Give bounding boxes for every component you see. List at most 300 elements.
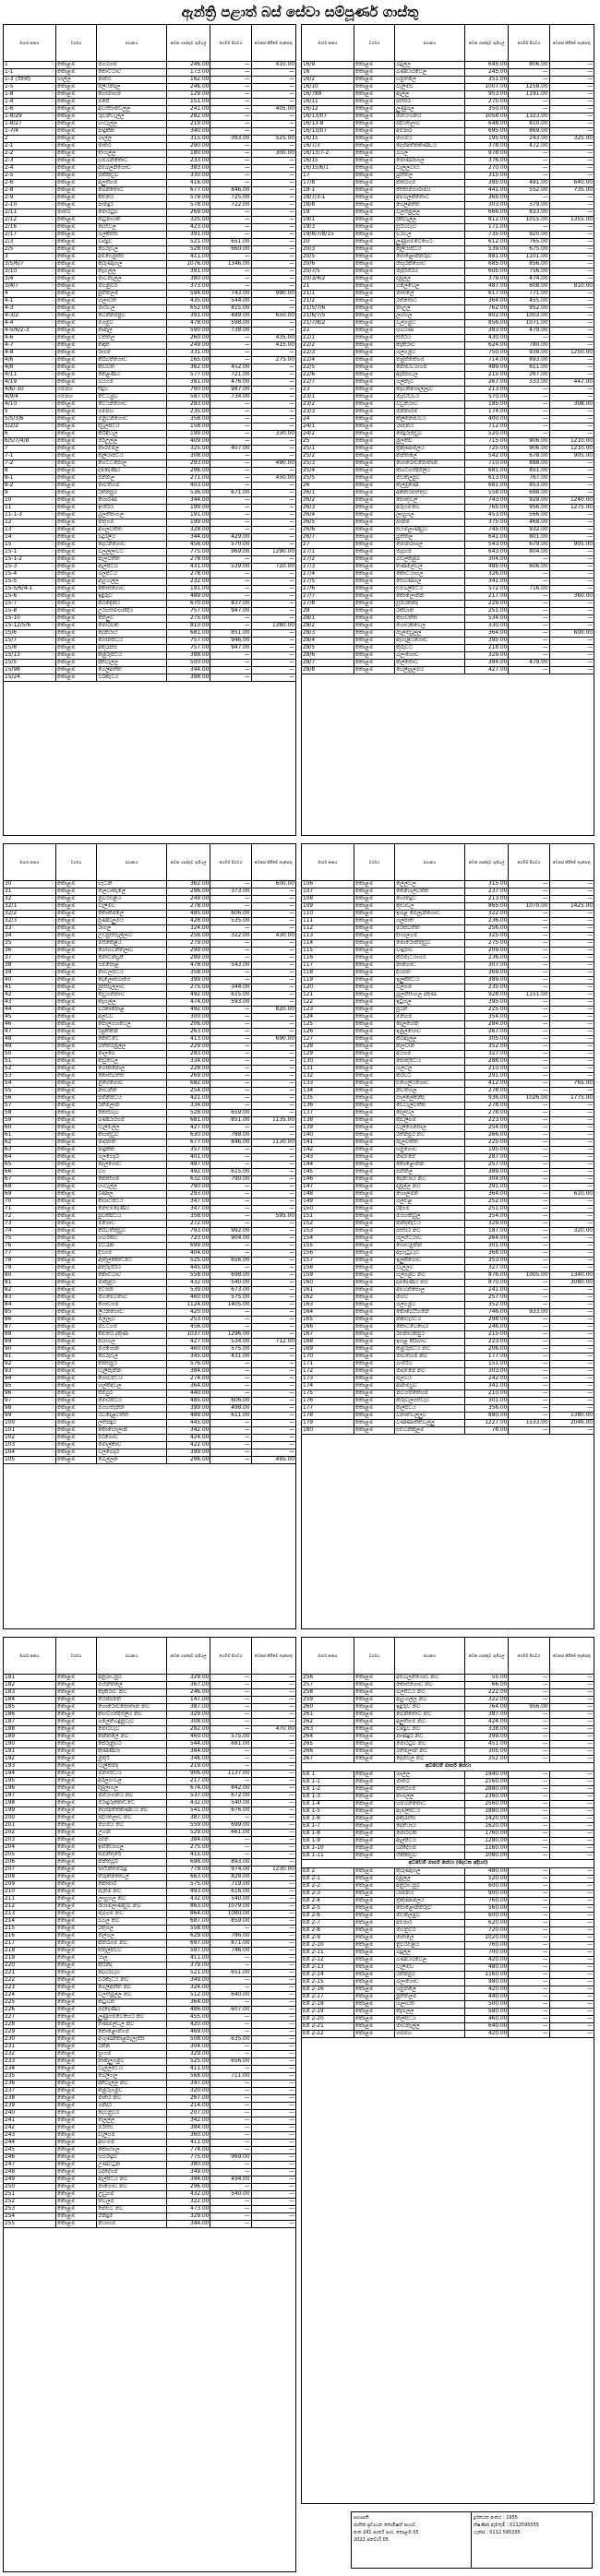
fare-value: 329.00 (167, 2213, 210, 2220)
route-code: EX 2-7 (302, 1920, 354, 1926)
destination: රාගම (97, 350, 167, 356)
route-type: කොළඹ (56, 460, 97, 467)
fare-value: 775.00 (167, 2154, 210, 2161)
route-type: කොළඹ (354, 1066, 395, 1072)
route-type: කොළඹ (354, 313, 395, 319)
route-type: කොළඹ (56, 1413, 97, 1419)
deposit-value: — (587, 962, 593, 968)
payment-value: — (509, 918, 549, 924)
payment-value: — (509, 1986, 549, 1993)
payment-value: — (210, 2066, 251, 2072)
fare-value: 670.00 (167, 601, 210, 607)
route-code: 178 (302, 1413, 354, 1419)
deposit-value: — (289, 91, 294, 97)
destination: රුවන්වැල්ල (97, 113, 167, 120)
deposit-value: 905.00 (573, 453, 593, 459)
route-code: 93 (4, 1368, 56, 1375)
route-type: කොළඹ (56, 933, 97, 939)
fare-value: 384.00 (167, 1748, 210, 1755)
fare-value: 620.00 (465, 1920, 509, 1926)
fare-value: 775.00 (167, 549, 210, 555)
destination: වීරකැටිය නව (97, 1977, 167, 1984)
route-code: 255 (4, 2221, 56, 2227)
destination: රන්න (97, 2044, 167, 2050)
route-type: කොළඹ (56, 475, 97, 482)
fare-value: 2160.00 (465, 1779, 509, 1785)
deposit-value: — (587, 608, 593, 614)
table-row (302, 387, 594, 394)
table-row (4, 254, 295, 261)
deposit-value: — (587, 372, 593, 377)
fare-value: 327.00 (465, 1265, 509, 1271)
deposit-value: — (587, 1986, 593, 1992)
route-type: කොළඹ (56, 2169, 97, 2176)
fare-value: 340.00 (167, 128, 210, 135)
route-type: කොළඹ (56, 121, 97, 127)
deposit-value: — (587, 1058, 593, 1064)
deposit-value: — (587, 2023, 593, 2029)
destination: බෙල්ලන (97, 1457, 167, 1463)
deposit-value: 405.00 (275, 106, 294, 112)
destination: දෙහිවල නව (395, 1756, 465, 1762)
route-code: 15 (4, 542, 56, 548)
destination: බෙන්තොට නව (395, 1711, 465, 1718)
payment-value: — (509, 1213, 549, 1220)
route-type: කොළඹ (56, 1741, 97, 1747)
table-row (302, 364, 594, 372)
destination: කිරිඇල්ල (395, 1036, 465, 1043)
deposit-value: — (289, 2073, 294, 2079)
payment-value: — (210, 1719, 251, 1725)
destination: ඇතුල්කෝට්ටේ (97, 1258, 167, 1264)
payment-value: — (509, 1258, 549, 1264)
destination: වරකාපොළ (97, 1007, 167, 1013)
table-row (4, 1110, 295, 1117)
destination: හංවැල්ල (97, 121, 167, 127)
table-row (302, 1354, 594, 1361)
table-row (302, 1294, 594, 1302)
route-code: 32/3 (4, 918, 56, 924)
route-type: කොළඹ (56, 1711, 97, 1718)
route-code: 28/5 (302, 645, 354, 651)
table-row (4, 1719, 295, 1726)
deposit-value: — (289, 925, 294, 931)
payment-value: 946.00 (210, 638, 251, 644)
fare-value: 453.00 (465, 512, 509, 519)
deposit-value: — (587, 1942, 593, 1948)
route-type: කොළඹ (56, 1771, 97, 1777)
fare-value: 500.00 (167, 660, 210, 666)
fare-value: 605.00 (465, 268, 509, 275)
route-type: කොළඹ (354, 128, 395, 135)
deposit-value: — (289, 416, 294, 422)
route-code: 146 (302, 1176, 354, 1183)
destination: ලුණුගම්වෙහෙර (395, 239, 465, 245)
route-type: කොළඹ (56, 1807, 97, 1814)
destination: මාවතගම නව (395, 1354, 465, 1360)
route-type: කොළඹ (354, 1235, 395, 1242)
table-row (302, 232, 594, 239)
fare-value: 624.00 (465, 342, 509, 349)
destination: මිල්ලෑව (97, 1317, 167, 1323)
fare-value: 1160.00 (465, 1972, 509, 1978)
deposit-value: — (289, 1390, 294, 1396)
fare-value: 416.00 (167, 180, 210, 186)
deposit-value: — (587, 1162, 593, 1167)
destination: අහුංගල්ල නව (395, 1697, 465, 1703)
destination: දොලහේන (395, 1021, 465, 1028)
destination: බියගම (97, 379, 167, 386)
deposit-value: — (587, 298, 593, 304)
deposit-value: — (289, 305, 294, 311)
payment-value: — (210, 1162, 251, 1168)
route-code: 208 (4, 1874, 56, 1880)
destination: පොළොන්නරුව (395, 254, 465, 260)
fare-value: 330.00 (167, 173, 210, 179)
route-code: 16/12 (302, 106, 354, 113)
fare-value: 389.00 (465, 1169, 509, 1175)
payment-value: 476.00 (210, 379, 251, 386)
table-row (302, 453, 594, 460)
deposit-value: — (587, 1794, 593, 1799)
column-header: ස්ථානය (395, 1638, 465, 1674)
route-code: 1-4 (4, 99, 56, 105)
destination: මුතූර් (97, 1756, 167, 1762)
route-type: කොළඹ (56, 1036, 97, 1043)
payment-value: — (509, 881, 549, 888)
fare-value: 812.00 (465, 217, 509, 223)
route-type: කොළඹ (56, 1955, 97, 1962)
fare-value: 344.00 (167, 2221, 210, 2227)
fare-value: 217.00 (167, 1778, 210, 1784)
table-row (4, 1748, 295, 1756)
deposit-value: — (587, 1036, 593, 1042)
route-code: EX 2-11 (302, 1950, 354, 1956)
fare-value: 802.00 (465, 313, 509, 319)
route-code: 41 (4, 984, 56, 991)
table-row (302, 1339, 594, 1346)
route-code: 210 (4, 1889, 56, 1895)
route-code: 21/1 (302, 291, 354, 297)
destination: ඇල්ල (395, 91, 465, 98)
deposit-value: — (289, 328, 294, 333)
deposit-value: 600.00 (573, 630, 593, 636)
destination: කොලොන්න (395, 593, 465, 600)
route-code: 64 (4, 1154, 56, 1161)
route-type: කොළඹ (354, 1162, 395, 1168)
fare-value: 362.00 (167, 881, 210, 888)
footer-contact-box (351, 2511, 593, 2569)
route-code: EX 1-5 (302, 1808, 354, 1815)
destination: වාදුරාව (395, 948, 465, 954)
fare-value: 594.00 (167, 291, 210, 297)
route-type: කොළඹ (354, 1689, 395, 1696)
fare-value: 329.00 (167, 1675, 210, 1681)
payment-value: — (509, 1853, 549, 1859)
route-type: කොළඹ (354, 512, 395, 519)
fare-value: 432.00 (167, 1896, 210, 1902)
destination: වැලිමඩ (395, 84, 465, 90)
payment-value: — (509, 1905, 549, 1912)
fare-value: 1124.00 (167, 1302, 210, 1308)
fare-value: 213.00 (465, 896, 509, 902)
column-header: ගෙවීම් පියවර (210, 25, 251, 61)
route-code: 1-1 (4, 69, 56, 76)
route-code: 166 (302, 1324, 354, 1330)
payment-value: — (210, 2014, 251, 2021)
table-row (4, 1682, 295, 1689)
route-type: කොළඹ (56, 888, 97, 895)
fare-value: 487.00 (167, 1162, 210, 1168)
table-row (4, 335, 295, 342)
destination: නාඋල (395, 305, 465, 312)
deposit-value: — (289, 1948, 294, 1953)
route-code: 264 (302, 1734, 354, 1740)
fare-value: 528.00 (167, 1110, 210, 1116)
destination: පරගොඩ (97, 1435, 167, 1441)
deposit-value: — (289, 556, 294, 562)
destination: කෝට්ටේ (97, 1036, 167, 1043)
route-type: කොළඹ (56, 2014, 97, 2021)
payment-value: 1080.00 (210, 1911, 251, 1917)
table-row (302, 165, 594, 173)
destination: අංගුණකොළපැලැස්ස (97, 2036, 167, 2043)
route-type: කොළඹ (56, 2154, 97, 2161)
fare-value: 422.00 (167, 1442, 210, 1449)
payment-value: — (210, 1442, 251, 1449)
deposit-value: — (587, 232, 593, 237)
destination: ඇල්පිටිය (97, 564, 167, 570)
fare-value: 249.00 (167, 896, 210, 902)
route-code: EX 2-22 (302, 2031, 354, 2037)
payment-value: 373.00 (210, 888, 251, 895)
fare-value: 327.00 (465, 1051, 509, 1057)
destination: මහියංගනය නව (97, 1793, 167, 1799)
deposit-value: — (587, 1831, 593, 1836)
route-code: 221 (4, 1970, 56, 1976)
fare-value: 757.00 (167, 608, 210, 614)
destination: ගෝනපිටිය (97, 638, 167, 644)
fare-value: 275.00 (465, 940, 509, 947)
payment-value: — (509, 1883, 549, 1890)
table-row (4, 1243, 295, 1250)
table-row (302, 1927, 594, 1935)
deposit-value: — (587, 305, 593, 311)
table-row (4, 2095, 295, 2103)
deposit-value: — (289, 468, 294, 473)
table-row (4, 2199, 295, 2206)
destination: පාල්ලේකන්ද (395, 1095, 465, 1102)
table-row (302, 1704, 594, 1711)
destination: වැලිපැන්න (97, 1368, 167, 1375)
fare-value: 544.00 (167, 1741, 210, 1747)
route-code: 1-8/29 (4, 113, 56, 120)
payment-value: 893.00 (210, 1859, 251, 1866)
deposit-value: — (289, 401, 294, 407)
destination: වාද්දුව (97, 239, 167, 245)
route-code: 196 (4, 1785, 56, 1792)
payment-value: — (509, 1147, 549, 1153)
destination: කඳාන (97, 342, 167, 349)
route-type: කොළඹ (56, 2066, 97, 2072)
fare-value: 500.00 (465, 2001, 509, 2008)
route-type: කොළඹ (354, 187, 395, 194)
route-code: 27/3 (302, 564, 354, 570)
destination: කෑගල්ල (395, 2009, 465, 2015)
column-header: වෙනස් කිරීමේ තැන්පතු (552, 1653, 591, 1658)
route-code: EX 2-14 (302, 1972, 354, 1978)
route-code: 2/17 (4, 232, 56, 238)
table-row (4, 1162, 295, 1169)
destination: උහන (97, 1830, 167, 1836)
route-type: කොළඹ (56, 2029, 97, 2035)
deposit-value: 1135.00 (271, 1117, 294, 1123)
deposit-value: — (587, 1771, 593, 1777)
route-code: 49 (4, 1044, 56, 1050)
destination: මාතර (97, 143, 167, 149)
fare-value: 411.00 (167, 1955, 210, 1962)
deposit-value: — (587, 948, 593, 953)
fare-value: 575.00 (167, 1881, 210, 1888)
payment-value: — (509, 1734, 549, 1740)
route-code: 5/2/2 (4, 423, 56, 430)
fare-value: 600.00 (465, 1913, 509, 1919)
route-type: කොළඹ (56, 667, 97, 674)
route-type: කොළඹ (56, 224, 97, 231)
destination: වාද්දුව නව (395, 1726, 465, 1733)
route-code: 128 (302, 1044, 354, 1050)
destination: මග්ගොන (97, 1346, 167, 1353)
fare-value: 743.00 (465, 497, 509, 504)
route-type: කොළඹ (56, 1213, 97, 1220)
fare-value: 379.00 (167, 1962, 210, 1969)
fare-value: 746.00 (465, 1309, 509, 1316)
deposit-value: — (289, 1383, 294, 1389)
deposit-value: — (289, 903, 294, 909)
table-row (4, 1125, 295, 1132)
fare-value: 489.00 (167, 593, 210, 600)
route-type: කොළඹ (354, 660, 395, 666)
table-row (302, 940, 594, 948)
payment-value: — (509, 1228, 549, 1234)
route-type: කොළඹ (56, 217, 97, 223)
destination: දෙහිඅත්තකණ්ඩිය (395, 143, 465, 149)
route-type: කොළඹ (56, 1258, 97, 1264)
footer-line: අංක 241 පාර්ක් පාර, කොළඹ 05 (354, 2530, 419, 2535)
payment-value: — (210, 1095, 251, 1102)
payment-value: — (210, 2147, 251, 2153)
table-row (4, 1903, 295, 1911)
table-row (302, 1036, 594, 1044)
route-type: කොළඹ (56, 1125, 97, 1131)
route-code: 78 (4, 1258, 56, 1264)
route-code: 154 (302, 1235, 354, 1242)
route-code: 186 (4, 1711, 56, 1718)
route-code: 236 (4, 2081, 56, 2087)
table-row (4, 1940, 295, 1948)
deposit-value: — (289, 372, 294, 377)
route-type: කොළඹ (56, 2051, 97, 2057)
route-type: කොළඹ (354, 1675, 395, 1681)
payment-value: 767.00 (509, 475, 549, 482)
destination: කඩුවෙල (97, 1058, 167, 1065)
destination: මහඔය නව (97, 1822, 167, 1829)
column-header: නවක ගාස්තුව රුපියල් (465, 844, 509, 880)
table-row (302, 84, 594, 91)
table-row (302, 955, 594, 962)
route-code: 15-4 (4, 571, 56, 578)
destination: කැබිතිගොල්ලෑව (395, 387, 465, 393)
payment-value: — (210, 623, 251, 629)
route-type: කොළඹ (354, 1103, 395, 1109)
table-row (302, 1823, 594, 1831)
destination: මහරගම (97, 62, 167, 68)
fare-value: 322.00 (465, 1697, 509, 1703)
route-type: කොළඹ (56, 1368, 97, 1375)
route-type: කොළඹ (354, 283, 395, 290)
table-row (4, 512, 295, 519)
route-type: කොළඹ (354, 372, 395, 378)
fare-value: 779.00 (167, 1866, 210, 1873)
deposit-value: — (289, 1896, 294, 1902)
deposit-value: — (587, 1779, 593, 1784)
payment-value: 1070.00 (509, 903, 549, 910)
fare-value: 400.00 (465, 416, 509, 423)
route-code: 233 (4, 2058, 56, 2065)
payment-value: — (210, 2199, 251, 2205)
payment-value: — (210, 1324, 251, 1330)
table-row (302, 1756, 594, 1763)
route-type: කොළඹ (56, 1235, 97, 1242)
fare-value: 78.00 (465, 1427, 509, 1434)
table-row (4, 1815, 295, 1822)
table-row (302, 1324, 594, 1331)
route-type: කොළඹ (56, 608, 97, 614)
table-row (302, 1920, 594, 1927)
table-row (4, 313, 295, 320)
payment-value: — (210, 1221, 251, 1227)
route-type: කොළඹ (56, 438, 97, 445)
route-type: කොළඹ (354, 121, 395, 127)
payment-value: — (210, 121, 251, 127)
payment-value: 575.00 (210, 1346, 251, 1353)
route-code: 238 (4, 2095, 56, 2102)
deposit-value: — (289, 1962, 294, 1968)
table-row (4, 1962, 295, 1970)
route-code: 246 (4, 2154, 56, 2161)
destination: බද්දේගම (97, 2169, 167, 2176)
route-type: කොළඹ (354, 209, 395, 216)
route-code: EX 2-19 (302, 2009, 354, 2015)
route-type: කොළඹ (354, 962, 395, 969)
deposit-value: — (289, 1711, 294, 1717)
route-type: කොළඹ (56, 556, 97, 563)
destination: ගල්නෑව (395, 379, 465, 386)
route-type: කොළඹ (56, 970, 97, 976)
payment-value: 969.00 (210, 549, 251, 555)
deposit-value: — (587, 527, 593, 532)
table-row (4, 394, 295, 401)
route-type: කොළඹ (56, 158, 97, 164)
table-row (4, 1339, 295, 1346)
table-body (4, 62, 295, 682)
table-row (4, 246, 295, 254)
fare-value: 1160.00 (465, 1845, 509, 1852)
deposit-value: — (289, 1859, 294, 1865)
destination: මොරටුව නව (395, 1741, 465, 1747)
route-type: කොළඹ (354, 1376, 395, 1382)
fare-value: 559.00 (167, 1822, 210, 1829)
